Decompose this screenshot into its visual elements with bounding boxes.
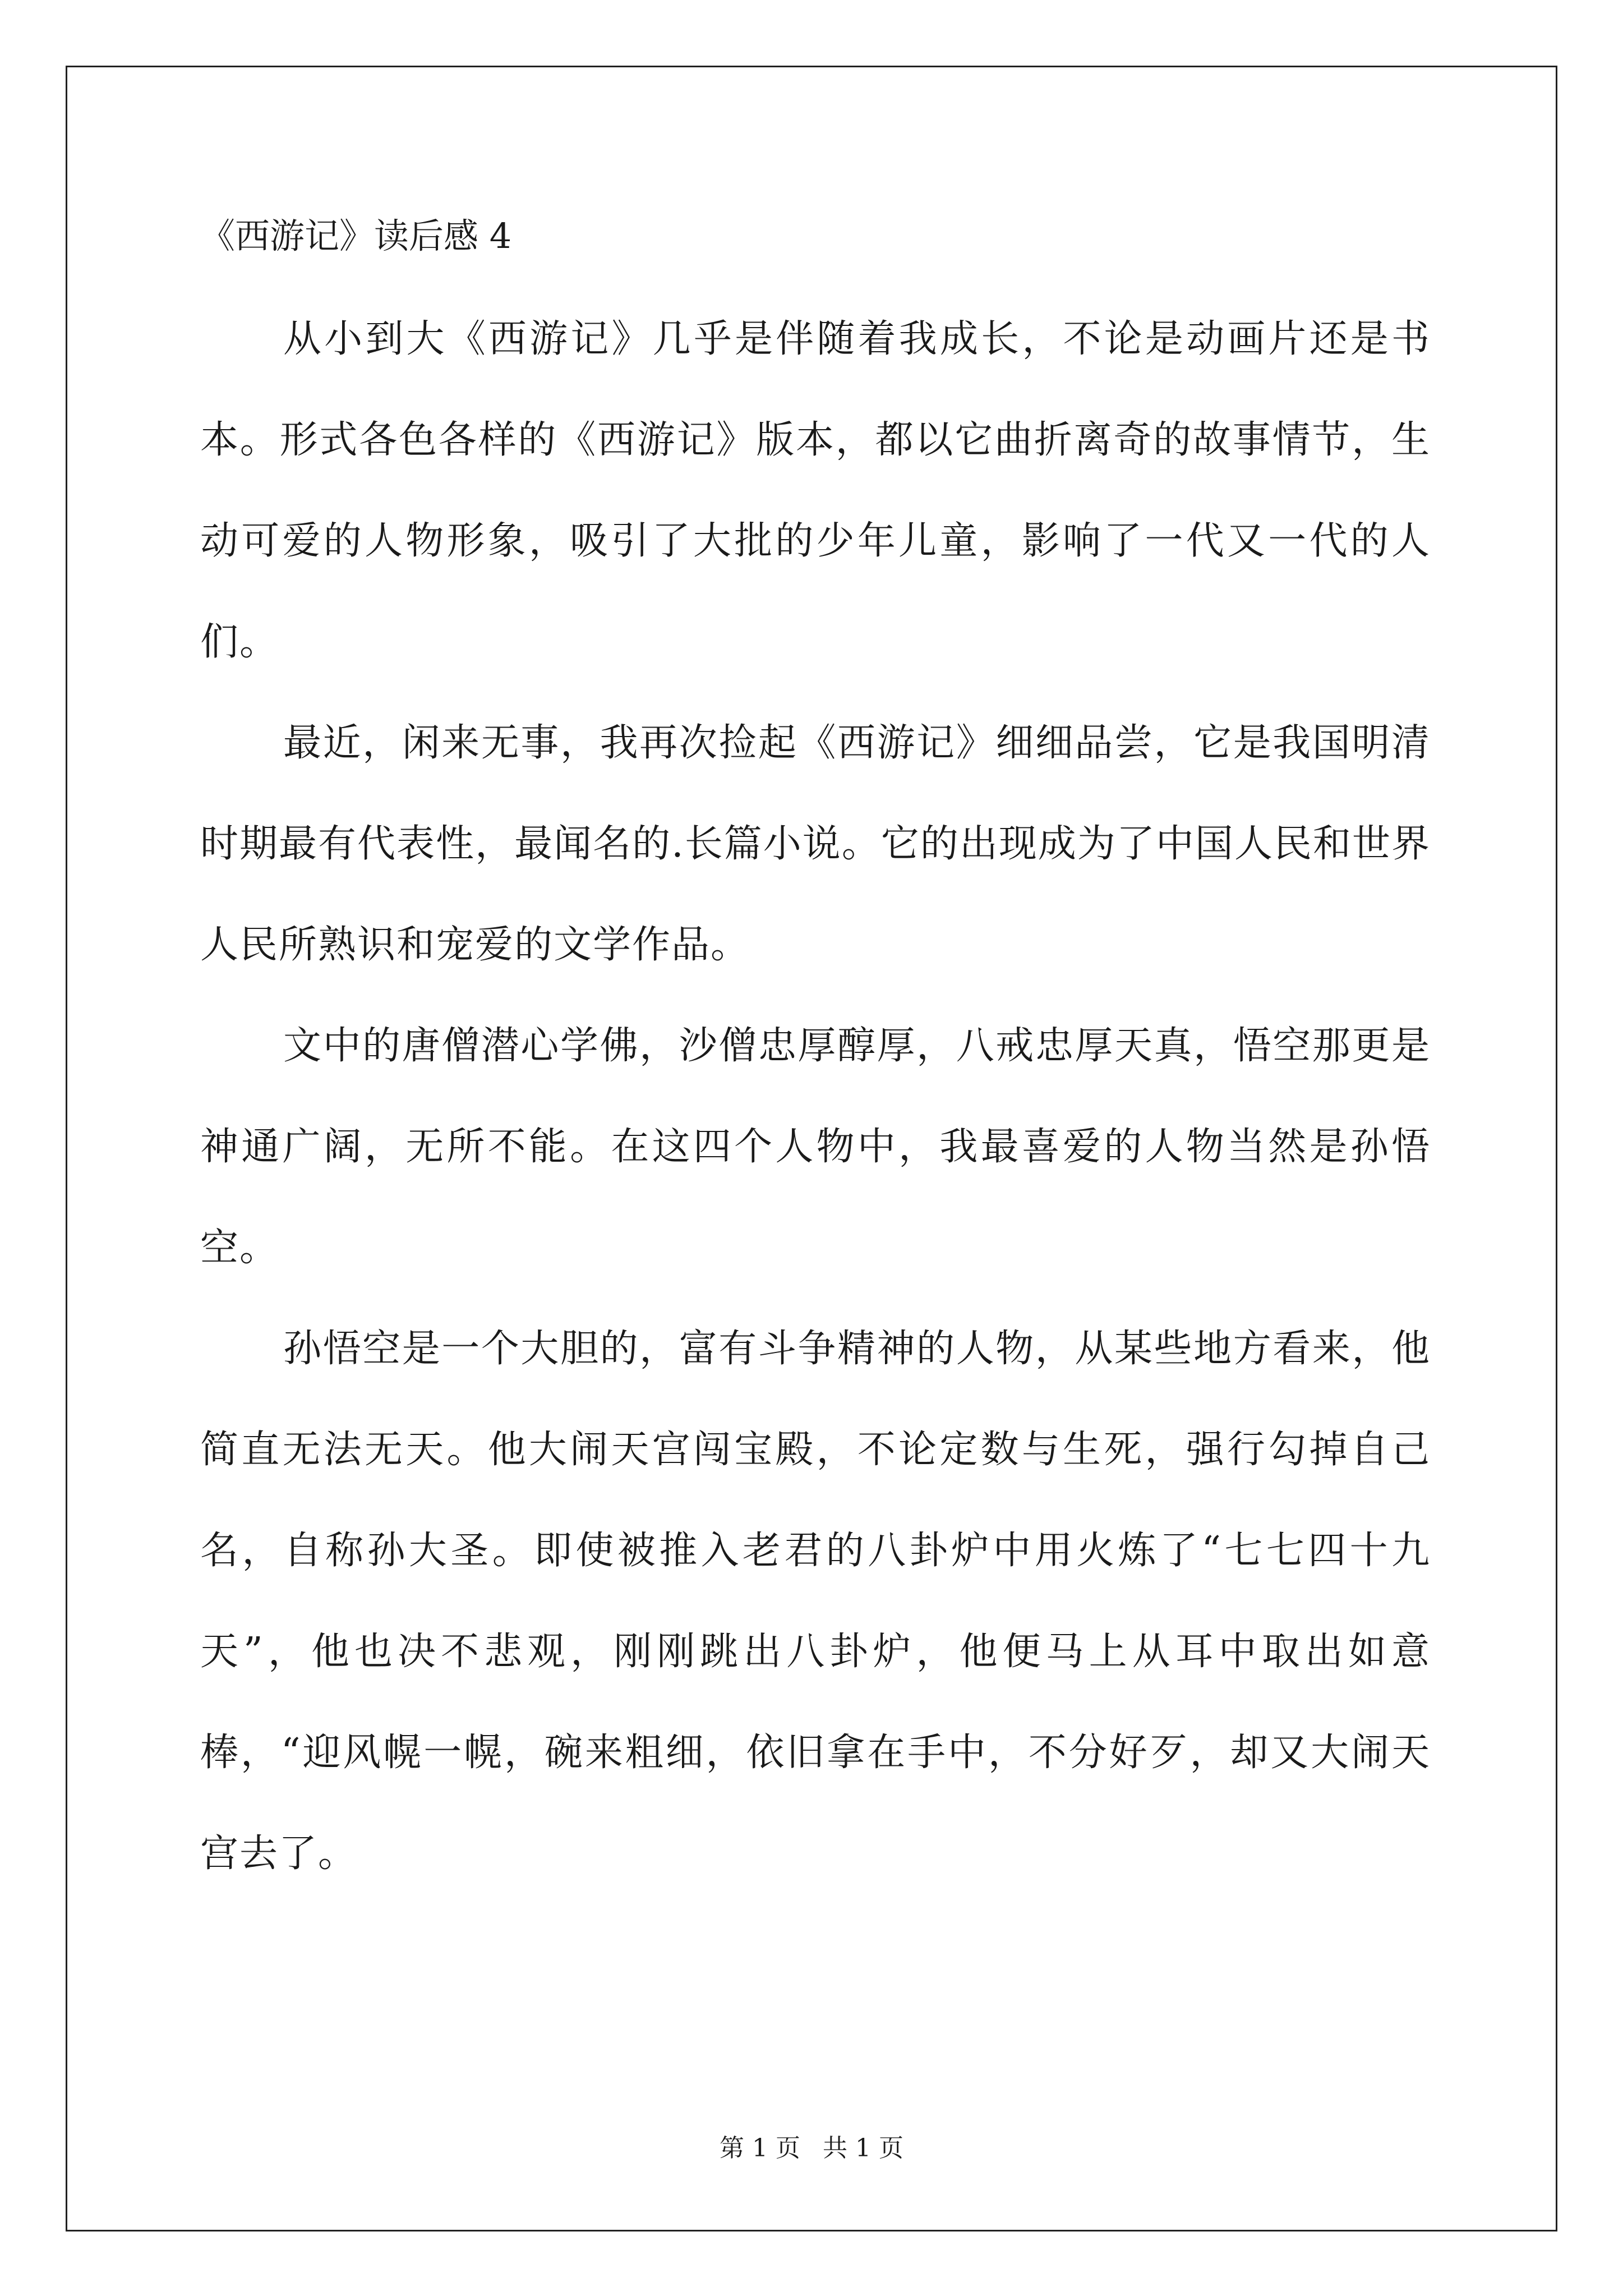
page-total: 共 1 页	[823, 2134, 903, 2162]
paragraph-4: 孙悟空是一个大胆的，富有斗争精神的人物，从某些地方看来，他简直无法无天。他大闹天宫闯宝殿，不论定数与生死，强行勾掉自己名，自称孙大圣。即使被推入老君的八卦炉中用火炼了“七七四十九天”，他也决不悲观，刚刚跳出八卦炉，他便马上从耳中取出如意棒，“迎风幌一幌，碗来粗细，依旧拿在手中，不分好歹，却又大闹天宫去了。	[200, 1327, 1431, 1876]
paragraph-2: 最近，闲来无事，我再次捡起《西游记》细细品尝，它是我国明清时期最有代表性，最闻名的.长篇小说。它的出现成为了中国人民和世界人民所熟识和宠爱的文学作品。	[200, 721, 1431, 967]
paragraph-3: 文中的唐僧潜心学佛，沙僧忠厚醇厚，八戒忠厚天真，悟空那更是神通广阔，无所不能。在这四个人物中，我最喜爱的人物当然是孙悟空。	[200, 1024, 1431, 1270]
page-number: 第 1 页	[720, 2134, 800, 2162]
document-body	[200, 216, 1431, 1904]
paragraph-1: 从小到大《西游记》几乎是伴随着我成长，不论是动画片还是书本。形式各色各样的《西游记》版本，都以它曲折离奇的故事情节，生动可爱的人物形象，吸引了大批的少年儿童，影响了一代又一代的人们。	[200, 317, 1431, 664]
document-title: 《西游记》读后感 4	[200, 215, 512, 256]
page-footer	[0, 2134, 1623, 2162]
